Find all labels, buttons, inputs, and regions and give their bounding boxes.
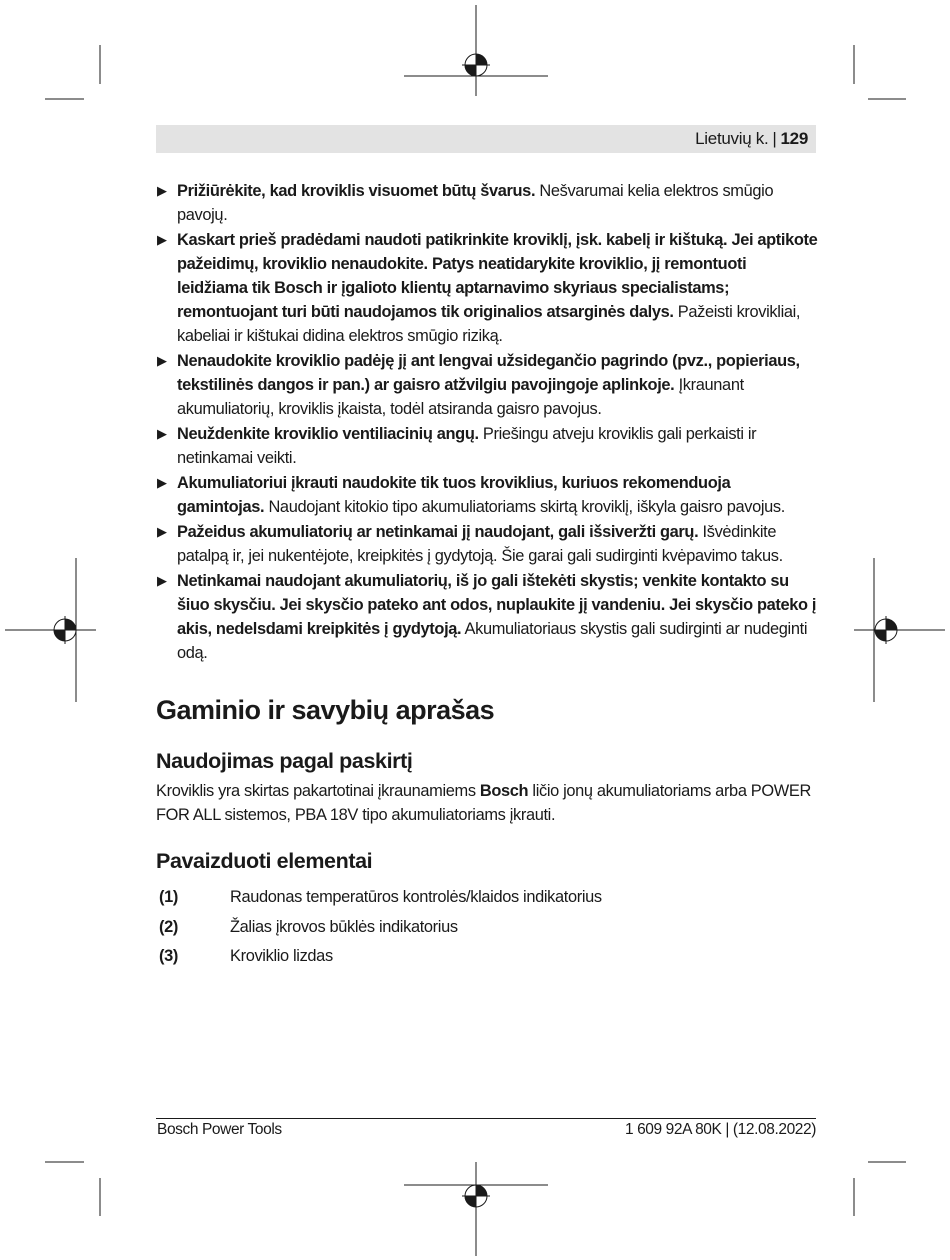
element-number: (2) <box>159 917 178 936</box>
running-header <box>695 129 808 149</box>
element-item <box>156 885 818 909</box>
bullet-arrow-icon: ▶ <box>157 353 167 368</box>
bullet-arrow-icon: ▶ <box>157 232 167 247</box>
safety-explanation: Įkraunant akumuliatorių, kroviklis įkaista, todėl atsiranda gaisro pavojus. <box>177 376 744 418</box>
safety-explanation: Išvėdinkite patalpą ir, jei nukentėjote, kreipkitės į gydytoją. Šie garai gali sudirginti kvėpavimo takus. <box>177 523 783 565</box>
safety-item <box>156 422 818 470</box>
safety-explanation: Pažeisti krovikliai, kabeliai ir kištukai didina elektros smūgio riziką. <box>177 303 801 345</box>
bullet-arrow-icon: ▶ <box>157 426 167 441</box>
header-language: Lietuvių k. <box>695 129 769 148</box>
element-label: Kroviklio lizdas <box>230 947 333 965</box>
safety-warning: Nenaudokite kroviklio padėję jį ant lengvai užsidegančio pagrindo (pvz., popieriaus, tekstilinės dangos ir pan.) ar gaisro atžvilgiu pavojingoje aplinkoje. <box>177 352 800 394</box>
page-content <box>156 179 818 974</box>
safety-explanation: Naudojant kitokio tipo akumuliatoriams skirtą kroviklį, iškyla gaisro pavojus. <box>264 498 785 516</box>
page-number: 129 <box>780 129 808 148</box>
safety-item <box>156 179 818 227</box>
safety-item <box>156 471 818 519</box>
safety-item <box>156 228 818 348</box>
element-item <box>156 944 818 968</box>
page-header <box>156 125 816 153</box>
element-label: Raudonas temperatūros kontrolės/klaidos indikatorius <box>230 888 602 906</box>
bullet-arrow-icon: ▶ <box>157 183 167 198</box>
safety-explanation: Nešvarumai kelia elektros smūgio pavojų. <box>177 182 774 224</box>
intended-use-text-end: ličio jonų akumuliatoriams arba POWER FOR ALL sistemos, PBA 18V tipo akumuliatoriams įkrauti. <box>156 782 811 824</box>
element-item <box>156 915 818 939</box>
safety-item <box>156 349 818 421</box>
footer-rule <box>156 1118 816 1119</box>
bullet-arrow-icon: ▶ <box>157 573 167 588</box>
safety-explanation: Akumuliatoriaus skystis gali sudirginti ar nudeginti odą. <box>177 620 808 662</box>
safety-warning: Netinkamai naudojant akumuliatorių, iš jo gali ištekėti skystis; venkite kontakto su šiuo skysčiu. Jei skysčio pateko ant odos, nuplaukite jį vandeniu. Jei skysčio pateko į akis, nedelsdami kreipkitės į gydytoją. <box>177 572 817 638</box>
section-title: Gaminio ir savybių aprašas <box>156 695 495 725</box>
element-number: (1) <box>159 888 178 906</box>
elements-list <box>156 885 818 968</box>
bullet-arrow-icon: ▶ <box>157 475 167 490</box>
element-number: (3) <box>159 947 178 965</box>
safety-warning: Prižiūrėkite, kad kroviklis visuomet būtų švarus. <box>177 182 536 200</box>
safety-list <box>156 179 818 665</box>
header-separator: | <box>772 129 777 148</box>
safety-warning: Kaskart prieš pradėdami naudoti patikrinkite kroviklį, įsk. kabelį ir kištuką. Jei aptikote pažeidimų, kroviklio nenaudokite. Patys neatidarykite kroviklio, jį remontuoti leidžiama tik Bosch ir įgalioto klientų aptarnavimo skyriaus specialistams; remontuojant turi būti naudojamos tik originalios atsarginės dalys. <box>177 231 818 321</box>
safety-warning: Neuždenkite kroviklio ventiliacinių angų. <box>177 425 479 443</box>
elements-title: Pavaizduoti elementai <box>156 849 373 873</box>
bullet-arrow-icon: ▶ <box>157 524 167 539</box>
intended-use-text <box>156 779 818 827</box>
safety-warning: Pažeidus akumuliatorių ar netinkamai jį naudojant, gali išsiveržti garų. <box>177 523 699 541</box>
safety-item <box>156 569 818 665</box>
safety-explanation: Priešingu atveju kroviklis gali perkaisti ir netinkamai veikti. <box>177 425 757 467</box>
element-label: Žalias įkrovos būklės indikatorius <box>230 917 458 936</box>
footer-publisher: Bosch Power Tools <box>157 1121 282 1138</box>
footer-document-id: 1 609 92A 80K | (12.08.2022) <box>624 1121 816 1138</box>
intended-use-title: Naudojimas pagal paskirtį <box>156 749 413 773</box>
safety-item <box>156 520 818 568</box>
intended-use-text-start: Kroviklis yra skirtas pakartotinai įkraunamiems <box>156 782 480 800</box>
safety-warning: Akumuliatoriui įkrauti naudokite tik tuos kroviklius, kuriuos rekomenduoja gamintojas. <box>177 474 731 516</box>
brand-name: Bosch <box>479 782 529 800</box>
